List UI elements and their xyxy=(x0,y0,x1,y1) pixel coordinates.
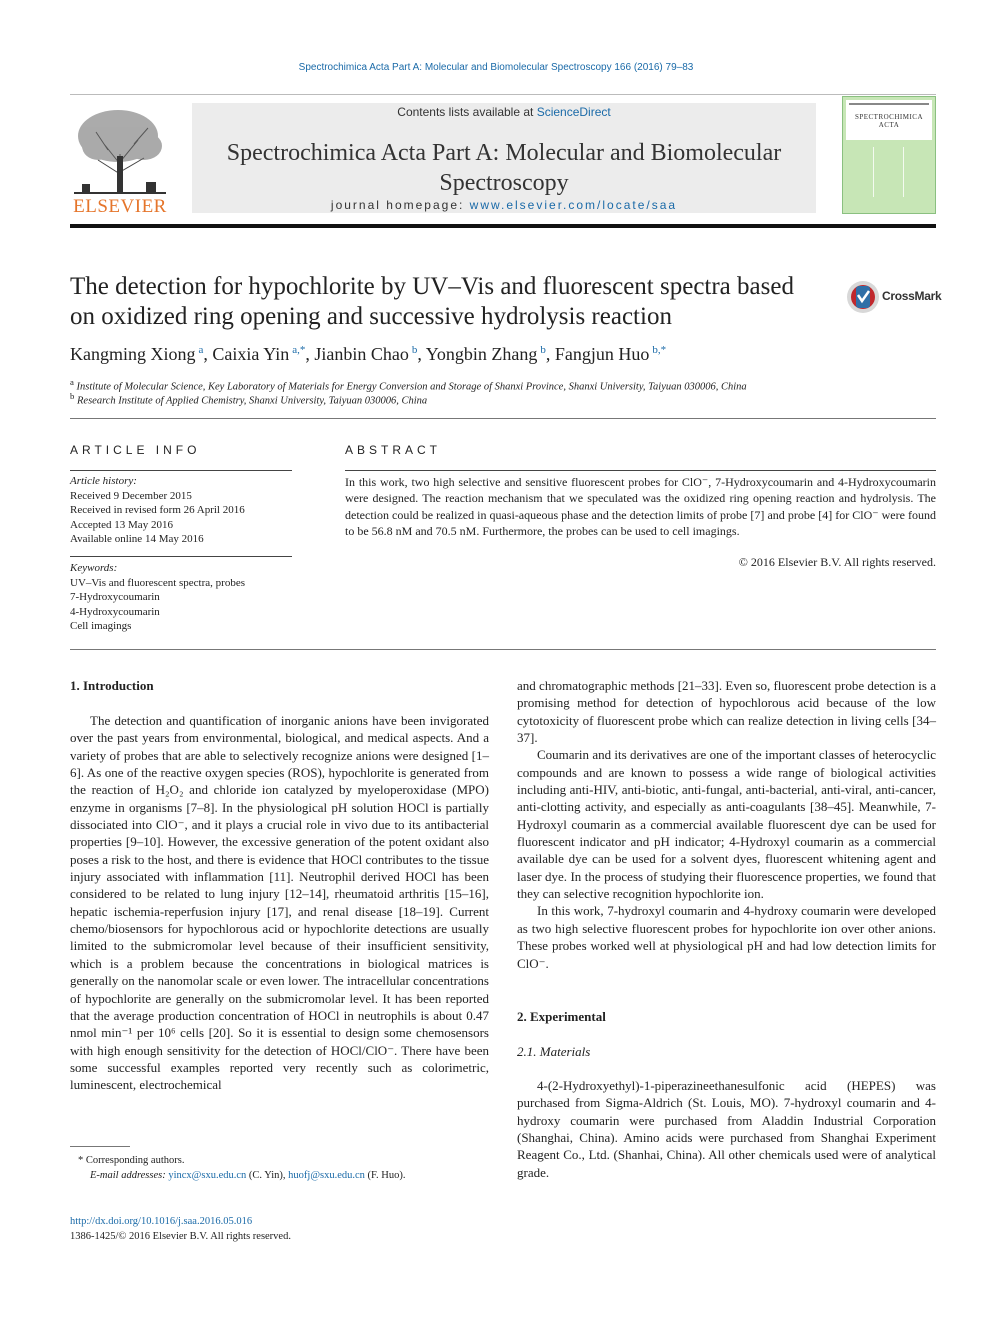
introduction-paragraph-1 xyxy=(70,712,489,1094)
email-owner: (C. Yin), xyxy=(246,1170,289,1181)
keyword: UV–Vis and fluorescent spectra, probes xyxy=(70,576,245,589)
paragraph: and chromatographic methods [21–33]. Even so, fluorescent probe detection is a promising method for detection of hypochlorous acid because of the low cytotoxicity of fluorescent probe which can realize detection in living cells [34–37]. xyxy=(517,678,936,746)
article-info-heading: ARTICLE INFO xyxy=(70,443,201,457)
email-label: E-mail addresses: xyxy=(90,1170,169,1181)
author-separator: , xyxy=(203,344,213,364)
article-info-rule xyxy=(70,470,292,471)
author-separator: , xyxy=(305,344,315,364)
affiliation-mark: a xyxy=(70,377,74,387)
email-link-huo[interactable]: huofj@sxu.edu.cn xyxy=(288,1170,365,1181)
footnote-corresponding: * Corresponding authors. xyxy=(78,1155,185,1166)
keyword: Cell imagings xyxy=(70,620,132,633)
materials-heading: 2.1. Materials xyxy=(517,1044,591,1059)
paragraph: In this work, 7-hydroxyl coumarin and 4-hydroxy coumarin were developed as two high selective fluorescent probes for hypochlorite ion over other anions. These probes worked well at physiological pH and had low detection limits for ClO⁻. xyxy=(517,903,936,971)
paragraph: Coumarin and its derivatives are one of the important classes of heterocyclic compounds and are known to possess a wide range of biological activities including anti-HIV, anti-biotic, anti-fungal, anti-bacterial, anti-viral, anti-cancer, anti-clotting activity, and especially as anti-coagulants [38–45]. Meanwhile, 7-Hydroxyl coumarin as a commercial available fluorescent dye can be used for fluorescent indicator and pH indicator; 4-Hydroxyl coumarin as a commercial available dye can be used for a solvent dyes, fluorescent whitening agent and laser dye. In the process of studying their fluorescence properties, we found that they can selective recognition hypochlorite ion. xyxy=(517,747,936,902)
author-affiliation-mark: a xyxy=(198,344,204,356)
right-column xyxy=(517,677,936,972)
abstract-text: In this work, two high selective and sensitive fluorescent probes for ClO⁻, 7-Hydroxycoumarin and 4-Hydroxycoumarin were designed. The reaction mechanism that we speculated was the oxidized ring opening reaction and hydrolysis. The detection could be realized in quasi-aqueous phase and the detection limits of probe [7] and probe [4] for ClO⁻ were found to be 56.8 nM and 70.5 nM. Furthermore, the probes can be used to cell imagings. xyxy=(345,475,936,538)
header-thick-rule xyxy=(70,224,936,228)
affiliation-text: Research Institute of Applied Chemistry, Shanxi University, Taiyuan 030006, China xyxy=(77,395,428,407)
cover-title-line2: ACTA xyxy=(878,121,900,129)
journal-citation[interactable]: Spectrochimica Acta Part A: Molecular and Biomolecular Spectroscopy 166 (2016) 79–83 xyxy=(298,62,694,73)
contents-line xyxy=(192,105,816,119)
doi-link[interactable] xyxy=(70,1214,252,1229)
keywords-rule xyxy=(70,556,292,557)
article-title-line1: The detection for hypochlorite by UV–Vis and fluorescent spectra based xyxy=(70,273,794,300)
keyword: 4-Hydroxycoumarin xyxy=(70,605,160,618)
history-item: Received 9 December 2015 xyxy=(70,489,192,502)
author-affiliation-mark: b xyxy=(411,344,418,356)
history-item: Accepted 13 May 2016 xyxy=(70,518,173,531)
footnote-rule xyxy=(70,1146,130,1147)
cover-title-line1: SPECTROCHIMICA xyxy=(854,113,924,121)
author-name[interactable]: Jianbin Chao xyxy=(314,344,409,364)
author-name[interactable]: Kangming Xiong xyxy=(70,344,196,364)
author-name[interactable]: Yongbin Zhang xyxy=(425,344,538,364)
contents-prefix: Contents lists available at xyxy=(397,105,537,119)
affiliation-b xyxy=(70,391,427,407)
sciencedirect-link[interactable]: ScienceDirect xyxy=(536,105,611,119)
divider xyxy=(70,418,936,419)
keyword: 7-Hydroxycoumarin xyxy=(70,591,160,604)
journal-title-line2: Spectroscopy xyxy=(439,170,569,196)
affiliation-mark: b xyxy=(70,391,75,401)
affiliation-text: Institute of Molecular Science, Key Laboratory of Materials for Energy Conversion and Storage of Shanxi Province, Shanxi University, Taiyuan 030006, China xyxy=(76,381,747,393)
history-item: Received in revised form 26 April 2016 xyxy=(70,504,245,517)
crossmark-icon xyxy=(846,280,880,314)
keywords xyxy=(70,561,300,634)
journal-cover-thumbnail[interactable] xyxy=(842,96,936,214)
journal-title xyxy=(192,138,816,198)
author-affiliation-mark: b,* xyxy=(652,344,667,356)
email-link-yin[interactable]: yincx@sxu.edu.cn xyxy=(168,1170,247,1181)
abstract-rule xyxy=(345,470,936,471)
footnote-emails xyxy=(90,1168,406,1183)
author-affiliation-mark: a,* xyxy=(292,344,306,356)
email-owner: (F. Huo). xyxy=(364,1170,406,1181)
journal-homepage xyxy=(192,198,816,212)
paragraph: The detection and quantification of inorganic anions have been invigorated over the past years from environmental, biological, and medical aspects. And a variety of probes that are able to selectively recognize anions were designed [1–6]. As one of the reactive oxygen species (ROS), hypochlorite is generated from the reaction of H₂O₂ and chloride ion catalyzed by myeloperoxidase (MPO) enzyme in organisms [7–8]. In the physiological pH solution HOCl is partially dissociated into ClO⁻, and it plays a crucial role in vivo due to its antibacterial properties [9–10]. However, the excessive generation of the potent oxidant also poses a risk to the host, and there is evidence that HOCl contributes to the tissue injury associated with inflammation [11]. Neutrophil derived HOCl has been considered to be related to lung injury [12–14], rheumatoid arthritis [15–16], hepatic ischemia-reperfusion injury [17], and renal disease [18–19]. Current chemo/biosensors for hypochlorous acid or hypochlorite detections are usually limited to the submicromolar level because of their insufficient sensitivity, which is a problem because the concentrations in biological matrices is generally on the nanomolar scale or even lower. The intracellular concentrations of hypochlorite are generally on the submicromolar level. It has been reported that the average production concentration of HOCl in neutrophils is about 0.47 nmol min⁻¹ per 10⁶ cells [20]. So it is essential to design some chemosensors with high enough sensitivity for the detection of HOCl/ClO⁻. There have been some successful examples reported very recently such as colorimetric, luminescent, electrochemical xyxy=(70,713,489,1093)
history-label: Article history: xyxy=(70,475,137,487)
author-separator: , xyxy=(417,344,426,364)
cover-title xyxy=(846,113,932,129)
abstract-heading: ABSTRACT xyxy=(345,443,442,457)
article-title xyxy=(70,272,830,332)
keywords-label: Keywords: xyxy=(70,562,118,574)
experimental-heading: 2. Experimental xyxy=(517,1009,606,1024)
header-rule xyxy=(70,94,936,95)
crossmark-badge[interactable] xyxy=(846,280,956,316)
author-name[interactable]: Caixia Yin xyxy=(212,344,290,364)
crossmark-label: CrossMark xyxy=(882,289,942,303)
introduction-heading: 1. Introduction xyxy=(70,678,154,693)
article-title-line2: on oxidized ring opening and successive hydrolysis reaction xyxy=(70,303,672,330)
elsevier-wordmark: ELSEVIER xyxy=(73,196,167,217)
paragraph: 4-(2-Hydroxyethyl)-1-piperazineethanesulfonic acid (HEPES) was purchased from Sigma-Aldrich (St. Louis, MO). 7-hydroxyl coumarin and 4-hydroxy coumarin were purchased from Aladdin Industrial Corporation (Shanghai, China). Amino acids were purchased from Shanghai Experiment Reagent Co., Ltd. (Shanhai, China). All other chemicals used were of analytical grade. xyxy=(517,1078,936,1180)
history-item: Available online 14 May 2016 xyxy=(70,533,204,546)
issn-line: 1386-1425/© 2016 Elsevier B.V. All rights reserved. xyxy=(70,1231,291,1242)
materials-paragraph xyxy=(517,1077,936,1181)
author-separator: , xyxy=(545,344,555,364)
article-history xyxy=(70,474,300,547)
author-affiliation-mark: b xyxy=(540,344,546,356)
author-list xyxy=(70,344,666,365)
homepage-prefix: journal homepage: xyxy=(330,198,470,212)
author-name[interactable]: Fangjun Huo xyxy=(554,344,650,364)
copyright: © 2016 Elsevier B.V. All rights reserved. xyxy=(738,555,936,569)
divider xyxy=(70,649,936,650)
journal-title-line1: Spectrochimica Acta Part A: Molecular and Biomolecular xyxy=(226,140,782,166)
elsevier-logo xyxy=(68,104,172,216)
doi-text[interactable]: http://dx.doi.org/10.1016/j.saa.2016.05.016 xyxy=(70,1216,253,1227)
homepage-link[interactable]: www.elsevier.com/locate/saa xyxy=(469,198,678,212)
